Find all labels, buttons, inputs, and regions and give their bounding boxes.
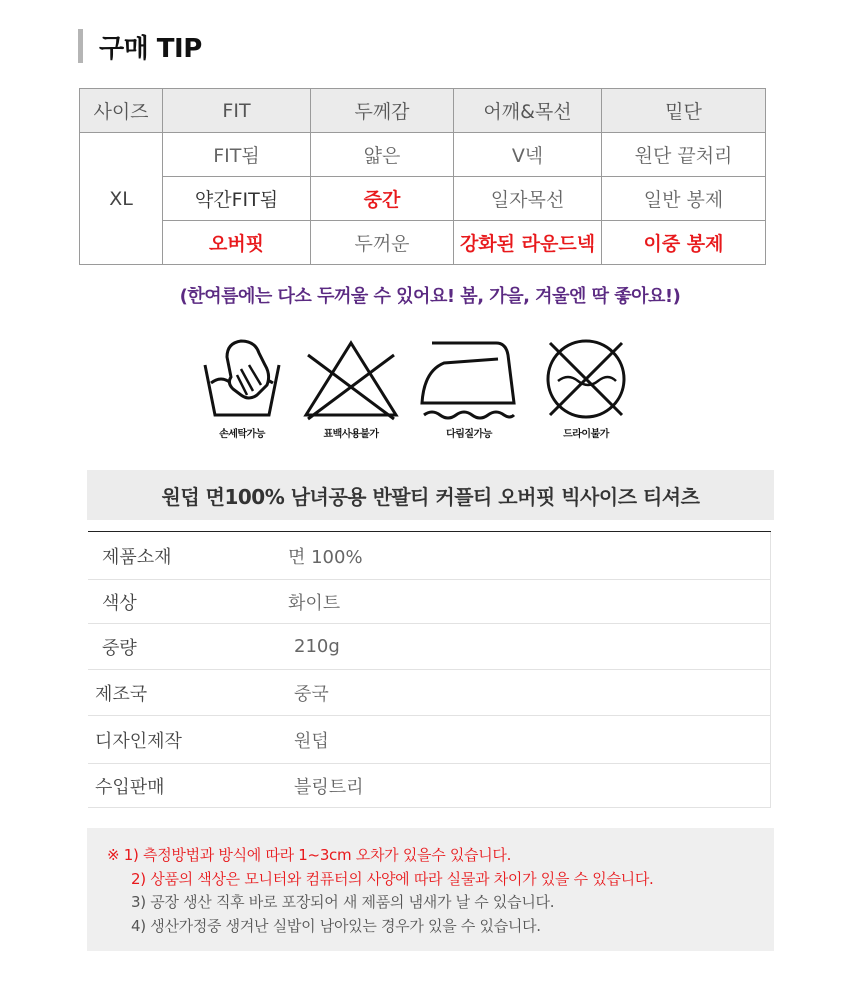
table-row: [88, 716, 771, 764]
table-row: [88, 670, 771, 716]
detail-value: 면 100%: [288, 546, 363, 568]
product-details-table: [88, 531, 771, 808]
table-cell: 두꺼운: [311, 221, 454, 265]
size-table: [79, 88, 766, 265]
care-hand-wash: [187, 335, 297, 440]
table-row: [80, 221, 766, 265]
detail-label: 디자인제작: [95, 730, 182, 752]
care-label: 표백사용불가: [323, 429, 379, 440]
table-cell: 약간FIT됨: [163, 177, 311, 221]
notice-line: 2) 상품의 색상은 모니터와 컴퓨터의 사양에 따라 실물과 차이가 있을 수 있습니다.: [131, 869, 654, 888]
notice-line: 3) 공장 생산 직후 바로 포장되어 새 제품의 냄새가 날 수 있습니다.: [131, 893, 555, 911]
table-cell: 일자목선: [454, 177, 602, 221]
product-title: 원덥 면100% 남녀공용 반팔티 커플티 오버핏 빅사이즈 티셔츠: [87, 470, 774, 520]
care-label: 다림질가능: [446, 429, 492, 440]
title-bar-decoration: [78, 29, 83, 63]
table-cell-selected: 이중 봉제: [602, 221, 766, 265]
table-cell-selected: 강화된 라운드넥: [454, 221, 602, 265]
care-label: 손세탁가능: [219, 429, 265, 440]
detail-value: 210g: [294, 636, 340, 657]
detail-label: 제조국: [95, 683, 148, 705]
table-row: [80, 177, 766, 221]
header-size: 사이즈: [80, 89, 163, 133]
care-iron: [414, 335, 524, 440]
notice-line: ※ 1) 측정방법과 방식에 따라 1~3cm 오차가 있을수 있습니다.: [107, 846, 512, 864]
detail-label: 색상: [102, 592, 137, 614]
section-title: [78, 28, 202, 64]
table-row: [88, 580, 771, 624]
table-row: [88, 532, 771, 580]
table-cell-selected: 오버핏: [163, 221, 311, 265]
header-shoulder-neck: 어깨&목선: [454, 89, 602, 133]
detail-label: 수입판매: [95, 776, 165, 798]
size-table-header: [80, 89, 766, 133]
iron-icon: [414, 335, 524, 423]
detail-label: 제품소재: [102, 546, 172, 568]
table-cell: 원단 끝처리: [602, 133, 766, 177]
table-cell: 얇은: [311, 133, 454, 177]
table-row: [88, 764, 771, 808]
table-cell: FIT됨: [163, 133, 311, 177]
notice-box: [87, 828, 774, 951]
hand-wash-icon: [197, 335, 287, 423]
care-no-bleach: [296, 335, 406, 440]
care-no-dry-clean: [531, 335, 641, 440]
detail-label: 중량: [102, 637, 137, 659]
header-fit: FIT: [163, 89, 311, 133]
size-value: XL: [80, 133, 163, 265]
table-row: [88, 624, 771, 670]
section-title-text: 구매 TIP: [99, 33, 202, 64]
table-cell: 일반 봉제: [602, 177, 766, 221]
header-thickness: 두께감: [311, 89, 454, 133]
table-cell-selected: 중간: [311, 177, 454, 221]
no-bleach-icon: [296, 335, 406, 423]
detail-value: 블링트리: [294, 776, 364, 798]
header-hem: 밑단: [602, 89, 766, 133]
detail-value: 원덥: [294, 730, 329, 752]
table-cell: V넥: [454, 133, 602, 177]
season-note: (한여름에는 다소 두꺼울 수 있어요! 봄, 가을, 겨울엔 딱 좋아요!): [179, 286, 681, 307]
care-label: 드라이불가: [563, 429, 609, 440]
notice-line: 4) 생산가정중 생겨난 실밥이 남아있는 경우가 있을 수 있습니다.: [131, 916, 541, 935]
no-dry-clean-icon: [536, 335, 636, 423]
table-row: [80, 133, 766, 177]
detail-value: 중국: [294, 683, 329, 705]
detail-value: 화이트: [288, 592, 341, 614]
